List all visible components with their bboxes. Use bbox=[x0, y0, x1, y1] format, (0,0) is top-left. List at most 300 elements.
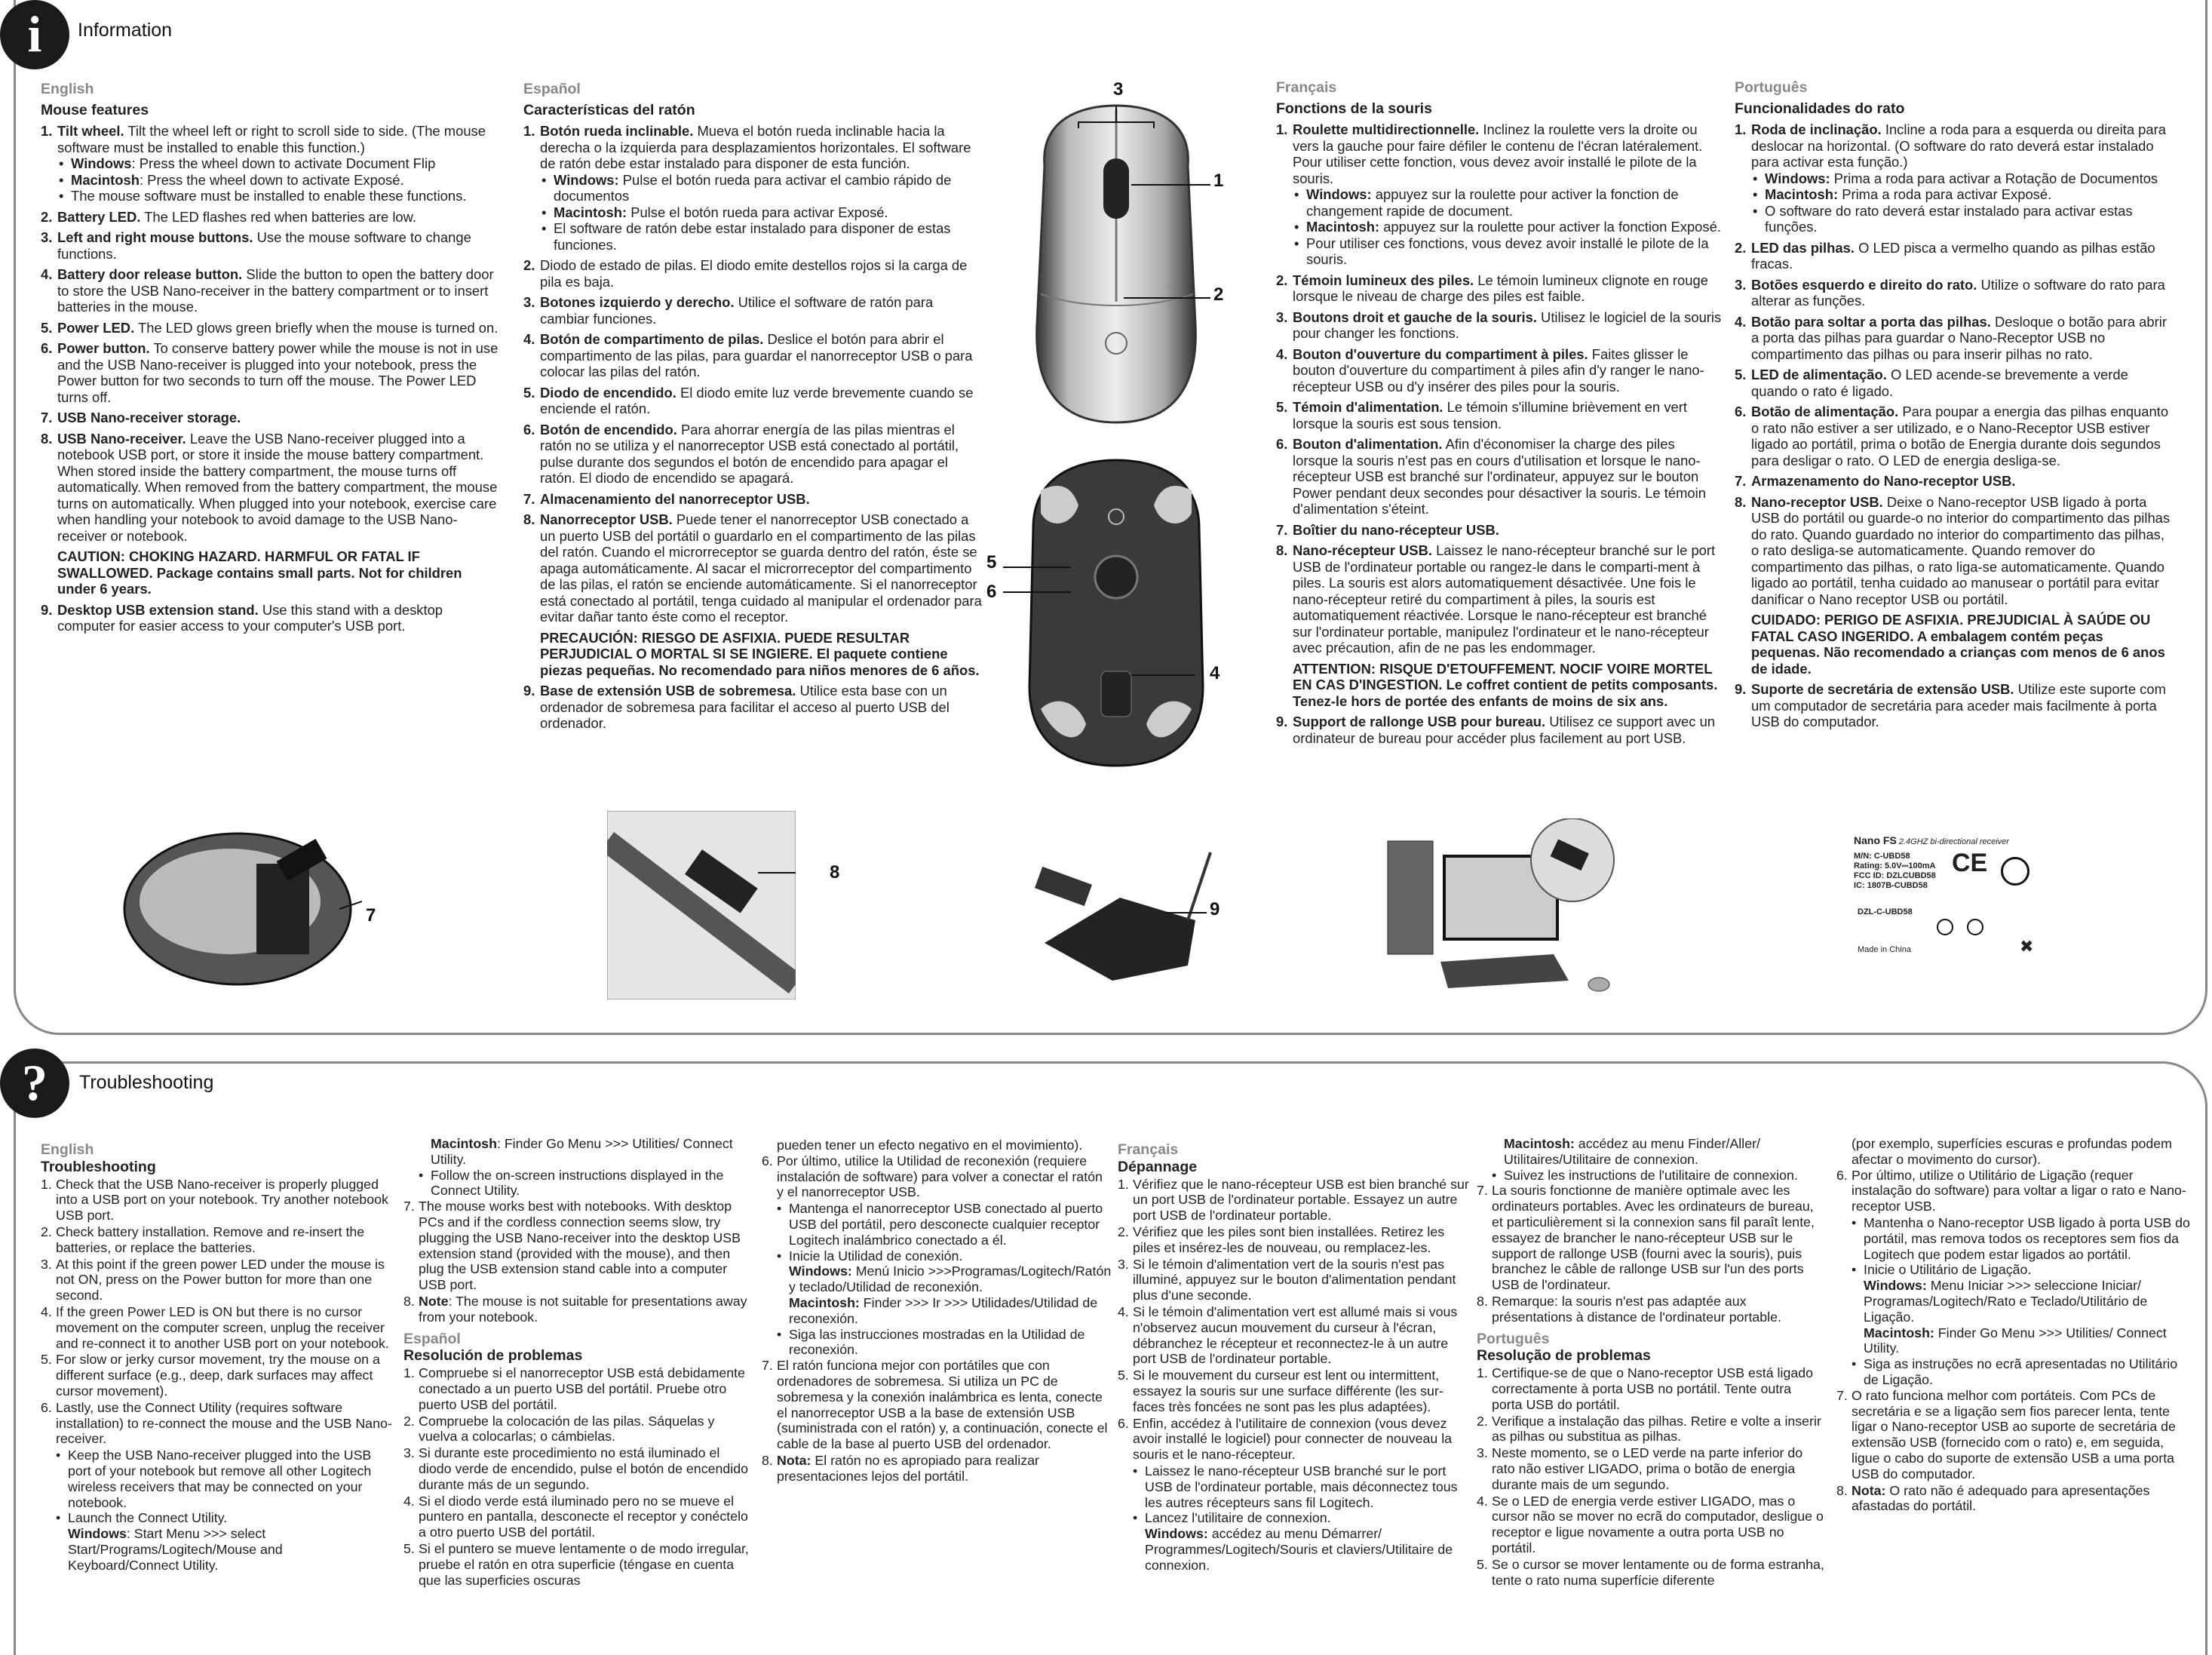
item-title: LED das pilhas. bbox=[1751, 239, 1855, 256]
troubleshooting-step bbox=[762, 1201, 1112, 1248]
item-number: 4. bbox=[41, 266, 53, 282]
step-text: For slow or jerky cursor movement, try the mouse on a different surface (e.g., deep, dark surfaces may affect cursor movement). bbox=[56, 1352, 380, 1399]
step-text: Si le témoin d'alimentation vert est allumé mais si vous n'observez aucun mouvement du curseur à l'écran, débranchez le récepteur et reconnectez-le à un autre port USB de l'ordinateur portable. bbox=[1133, 1303, 1458, 1367]
sub-item bbox=[1293, 186, 1724, 219]
step-text: Vérifiez que les piles sont bien installées. Retirez les piles et insérez-les de nouveau, ou remplacez-les. bbox=[1133, 1224, 1445, 1255]
item-number: 2. bbox=[523, 257, 535, 273]
feature-item bbox=[523, 422, 983, 487]
item-number: 7. bbox=[1276, 521, 1288, 538]
item-number: 8. bbox=[41, 430, 53, 447]
sub-item bbox=[1751, 203, 2172, 235]
step-text: Lastly, use the Connect Utility (requires software installation) to re-connect the mouse and the USB Nano-receiver. bbox=[56, 1399, 392, 1447]
step-number: 1. bbox=[1477, 1365, 1488, 1381]
step-text: Se o cursor se mover lentamente ou de forma estranha, tente o rato numa superfície diferente bbox=[1492, 1556, 1824, 1588]
item-title: Power LED. bbox=[57, 319, 135, 336]
step-text: Mantenga el nanorreceptor USB conectado al puerto USB del portátil, pero desconecte cualquier receptor Logitech inalámbrico conectado a él. bbox=[789, 1201, 1103, 1248]
step-label: Macintosh: bbox=[1504, 1136, 1575, 1151]
feature-item bbox=[41, 602, 499, 634]
troubleshooting-step bbox=[1118, 1177, 1471, 1224]
sub-item-title: Windows bbox=[71, 155, 132, 171]
sub-item-title: Macintosh bbox=[71, 171, 140, 188]
sub-item-text: El software de ratón debe estar instalado para disponer de estas funciones. bbox=[554, 220, 951, 253]
feature-item bbox=[1735, 367, 2172, 399]
item-text: Utilisez ce support avec un ordinateur de bureau pour accéder plus facilement au port USB. bbox=[1293, 714, 1716, 746]
step-number: 8. bbox=[762, 1452, 773, 1468]
item-text: Le témoin s'illumine brièvement en vert lorsque la souris est sous tension. bbox=[1293, 399, 1687, 431]
step-text: La souris fonctionne de manière optimale avec les ordinateurs portables. Avec les ordinateurs de bureau, et particulièrement si la connexion sans fil paraît lente, essayez de brancher le nano-récepteur USB sur le support de rallonge USB (fourni avec la souris), puis branchez le câble de rallonge USB sur l'un des ports USB de l'ordinateur. bbox=[1492, 1183, 1815, 1293]
feature-item bbox=[523, 294, 983, 327]
item-number: 4. bbox=[523, 331, 535, 347]
item-text: Deixe o Nano-receptor USB ligado à porta USB do portátil ou guarde-o no interior do compartimento das pilhas do rato. Quando guardado no interior do compartimento das pilhas, o rato desliga-se automaticamente. Quando remover do compartimento das pilhas, o rato liga-se automaticamente. Quando ligado ao portátil, tenha cuidado ao manusear o portátil para evitar danificar o Nano receptor USB ou portátil. bbox=[1751, 493, 2171, 607]
section-heading: Funcionalidades do rato bbox=[1735, 100, 1905, 117]
feature-item bbox=[1735, 277, 2172, 309]
feature-item bbox=[523, 385, 983, 417]
step-text: : The mouse is not suitable for presentations away from your notebook. bbox=[419, 1293, 747, 1325]
feature-item bbox=[1276, 542, 1724, 656]
troubleshooting-step bbox=[1836, 1325, 2191, 1357]
item-text: Diodo de estado de pilas. El diodo emite destellos rojos si la carga de pila es baja. bbox=[540, 257, 968, 290]
feature-item bbox=[41, 340, 499, 405]
item-title: Nanorreceptor USB. bbox=[540, 511, 673, 527]
compliance-mark-icon bbox=[1967, 919, 1983, 935]
step-number: 6. bbox=[1836, 1167, 1848, 1183]
ts-english-col1 bbox=[41, 1136, 395, 1574]
item-number: 6. bbox=[41, 340, 53, 356]
item-number: 8. bbox=[1276, 542, 1288, 558]
item-text: To conserve battery power while the mouse is not in use and the USB Nano-receiver is plugged into your notebook, press the Power button for two seconds to turn off the mouse. The Power LED turns off. bbox=[57, 340, 499, 405]
troubleshooting-step bbox=[1836, 1278, 2191, 1325]
item-number: 3. bbox=[1276, 309, 1288, 325]
step-text: accédez au menu Démarrer/ Programmes/Logitech/Souris et claviers/Utilitaire de connexion. bbox=[1145, 1526, 1453, 1573]
step-text: Laissez le nano-récepteur USB branché sur le port USB de l'ordinateur portable, mais déconnectez tous les autres récepteurs sans fil Logitech. bbox=[1145, 1463, 1458, 1510]
item-title: Base de extensión USB de sobremesa. bbox=[540, 683, 796, 699]
step-number: 1. bbox=[41, 1176, 52, 1192]
step-text: Si el puntero se mueve lentamente o de modo irregular, pruebe el ratón en otra superficie (téngase en cuenta que las superficies oscuras bbox=[419, 1540, 749, 1588]
step-number: 6. bbox=[41, 1399, 52, 1415]
fcc-id: FCC ID: DZLCUBD58 bbox=[1854, 871, 1936, 880]
step-label: Macintosh bbox=[431, 1136, 497, 1151]
troubleshooting-step bbox=[1477, 1445, 1825, 1492]
step-number: 5. bbox=[1118, 1368, 1129, 1383]
step-label: Windows: bbox=[1864, 1278, 1927, 1294]
item-text: Leave the USB Nano-receiver plugged into a notebook USB port, or store it inside the mouse battery compartment. When stored inside the battery compartment, the mouse turns off automatically. When removed from the battery compartment, the mouse turns on automatically. When plugged into your notebook, exercise care when handling your notebook to avoid damage to the USB Nano-receiver or notebook. bbox=[57, 430, 498, 544]
battery-door-button bbox=[1101, 671, 1131, 717]
item-title: Botones izquierdo y derecho. bbox=[540, 294, 735, 310]
item-text: Para ahorrar energía de las pilas mientras el ratón no se utiliza y el nanorreceptor USB está conectado al portátil, pulse durante dos segundos el botón de encendido para apagar el ratón. El diodo de encendido se apagará. bbox=[540, 421, 959, 486]
caution-text: CUIDADO: PERIGO DE ASFIXIA. PREJUDICIAL À SAÚDE OU FATAL CASO INGERIDO. A embalagem contém peças pequenas. Não recomendado a crianças com menos de 6 anos de idade. bbox=[1751, 612, 2165, 677]
step-text: The mouse works best with notebooks. With desktop PCs and if the cordless connection seems slow, try plugging the USB Nano-receiver into the desktop USB extension stand (provided with the mouse), and then plug the USB extension stand cable into a computer USB port. bbox=[419, 1199, 741, 1293]
item-title: Battery LED. bbox=[57, 208, 141, 225]
feature-item bbox=[41, 123, 499, 204]
step-text: Certifique-se de que o Nano-receptor USB está ligado correctamente à porta USB no portátil. Tente outra porta USB do portátil. bbox=[1492, 1365, 1814, 1412]
step-text: : Finder Go Menu >>> Utilities/ Connect Utility. bbox=[431, 1136, 733, 1167]
step-number: 7. bbox=[403, 1199, 415, 1214]
troubleshooting-step bbox=[1118, 1416, 1471, 1463]
step-label: Macintosh: bbox=[1864, 1325, 1934, 1340]
sub-item-title: Macintosh: bbox=[554, 204, 627, 220]
troubleshooting-step bbox=[41, 1352, 395, 1399]
language-heading: Español bbox=[403, 1330, 461, 1347]
item-number: 7. bbox=[41, 410, 53, 425]
step-number: 3. bbox=[403, 1445, 415, 1461]
item-text: Le témoin lumineux clignote en rouge lorsque le niveau de charge des piles est faible. bbox=[1293, 272, 1708, 304]
item-text: Utilize este suporte com um computador de secretária para aceder mais facilmente à porta USB do computador. bbox=[1751, 681, 2166, 729]
step-number: 5. bbox=[41, 1352, 52, 1368]
step-text: Por último, utilice la Utilidad de reconexión (requiere instalación de software) para volver a conectar el ratón y el nanorreceptor USB. bbox=[777, 1153, 1103, 1200]
callout-7: 7 bbox=[366, 905, 376, 926]
compliance-mark-icon bbox=[1937, 919, 1953, 935]
troubleshooting-step bbox=[762, 1153, 1112, 1200]
troubleshooting-step bbox=[1477, 1168, 1825, 1184]
step-text: Keep the USB Nano-receiver plugged into the USB port of your notebook but remove all other Logitech wireless receivers that may be connected on your notebook. bbox=[68, 1448, 372, 1510]
item-number: 2. bbox=[1735, 239, 1747, 256]
troubleshooting-step bbox=[1118, 1257, 1471, 1303]
sub-item-title: Windows: bbox=[554, 171, 619, 188]
step-number: 5. bbox=[403, 1540, 415, 1556]
item-number: 5. bbox=[1735, 367, 1747, 382]
item-title: Nano-récepteur USB. bbox=[1293, 542, 1432, 558]
step-label: Note bbox=[419, 1293, 449, 1309]
item-title: Boutons droit et gauche de la souris. bbox=[1293, 309, 1537, 325]
troubleshooting-step bbox=[41, 1400, 395, 1447]
sub-item bbox=[1751, 170, 2172, 187]
step-text: Lancez l'utilitaire de connexion. bbox=[1145, 1510, 1331, 1526]
troubleshooting-step bbox=[762, 1358, 1112, 1452]
step-number: 7. bbox=[1477, 1183, 1488, 1199]
callout-3: 3 bbox=[1113, 79, 1124, 100]
step-text: Check that the USB Nano-receiver is properly plugged into a USB port on your notebook. Try another notebook USB port. bbox=[56, 1176, 388, 1224]
step-number: 5. bbox=[1477, 1556, 1488, 1572]
item-number: 8. bbox=[1735, 493, 1747, 510]
item-title: USB Nano-receiver storage. bbox=[57, 410, 241, 425]
item-text: O LED acende-se brevemente a verde quando o rato é ligado. bbox=[1751, 367, 2128, 399]
item-title: Témoin d'alimentation. bbox=[1293, 399, 1443, 415]
step-label: Nota: bbox=[777, 1452, 811, 1468]
troubleshooting-step bbox=[1836, 1136, 2191, 1168]
ts-francais-col2 bbox=[1477, 1136, 1825, 1589]
item-number: 9. bbox=[1276, 714, 1288, 729]
step-text: Inicie o Utilitário de Ligação. bbox=[1864, 1262, 2032, 1278]
item-number: 3. bbox=[523, 294, 535, 310]
item-number: 7. bbox=[523, 490, 535, 507]
step-text: Si durante este procedimiento no está iluminado el diodo verde de encendido, pulse el botón de encendido durante más de un segundo. bbox=[419, 1445, 748, 1492]
caution-text: PRECAUCIÓN: RIESGO DE ASFIXIA. PUEDE RESULTAR PERJUDICIAL O MORTAL SI SE INGIERE. El paquete contiene piezas pequeñas. No recomendado para niños menores de 6 años. bbox=[540, 629, 980, 678]
item-number: 8. bbox=[523, 511, 535, 527]
callout-1: 1 bbox=[1213, 170, 1224, 191]
feature-item bbox=[1735, 473, 2172, 490]
feature-item bbox=[1276, 436, 1724, 517]
step-text: Se o LED de energia verde estiver LIGADO, mas o cursor não se mover no ecrã do computador, desligue o receptor e ligue novamente a outra porta USB no portátil. bbox=[1492, 1493, 1824, 1555]
troubleshooting-step bbox=[1836, 1215, 2191, 1262]
step-text: El ratón no es apropiado para realizar presentaciones lejos del portátil. bbox=[777, 1452, 1039, 1484]
ts-francais-col1 bbox=[1118, 1136, 1471, 1574]
troubleshooting-step bbox=[41, 1257, 395, 1303]
step-text: Enfin, accédez à l'utilitaire de connexion (vous devez avoir installé le logiciel) pour connecter de nouveau la souris et le nano-récepteur. bbox=[1133, 1415, 1453, 1463]
step-text: Si le témoin d'alimentation vert de la souris n'est pas illuminé, appuyez sur le bouton d'alimentation pendant plus d'une seconde. bbox=[1133, 1256, 1456, 1303]
troubleshooting-step bbox=[403, 1414, 750, 1445]
rating: Rating: 5.0V⎓100mA bbox=[1854, 861, 1936, 870]
mouse-top-view-figure bbox=[980, 75, 1267, 430]
feature-item bbox=[1735, 314, 2172, 363]
feature-item bbox=[41, 431, 499, 545]
item-title: Botón de encendido. bbox=[540, 421, 677, 438]
item-text: Slide the button to open the battery door to store the USB Nano-receiver in the battery compartment or to insert batteries in the mouse. bbox=[57, 266, 494, 315]
feature-item bbox=[1735, 494, 2172, 608]
troubleshooting-step bbox=[1477, 1414, 1825, 1445]
step-number: 2. bbox=[403, 1413, 415, 1429]
step-text: Compruebe la colocación de las pilas. Sáquelas y vuelva a colocarlas; o cámbielas. bbox=[419, 1413, 715, 1445]
troubleshooting-step bbox=[41, 1448, 395, 1510]
sub-item bbox=[540, 220, 983, 253]
callout-9: 9 bbox=[1210, 899, 1220, 920]
product-name: Nano FS bbox=[1854, 834, 1897, 846]
item-number: 1. bbox=[523, 123, 535, 139]
mouse-bottom-view-figure bbox=[996, 445, 1267, 777]
troubleshooting-step bbox=[1477, 1294, 1825, 1325]
sub-item bbox=[540, 204, 983, 221]
step-number: 8. bbox=[1477, 1293, 1488, 1309]
troubleshooting-step bbox=[1836, 1388, 2191, 1482]
section-heading: Fonctions de la souris bbox=[1276, 100, 1432, 117]
troubleshooting-step bbox=[762, 1453, 1112, 1485]
step-number: 2. bbox=[1118, 1224, 1129, 1239]
step-number: 1. bbox=[403, 1365, 415, 1381]
feature-item bbox=[41, 410, 499, 426]
model-number: M/N: C-UBD58 bbox=[1854, 852, 1910, 861]
step-text: Siga as instruções no ecrã apresentadas no Utilitário de Ligação. bbox=[1864, 1356, 2178, 1387]
feature-item bbox=[1276, 522, 1724, 539]
step-text: O rato não é adequado para apresentações afastadas do portátil. bbox=[1852, 1482, 2150, 1514]
sub-item-text: O software do rato deverá estar instalado para activar estas funções. bbox=[1765, 202, 2133, 235]
sub-item bbox=[1293, 235, 1724, 268]
item-title: Power button. bbox=[57, 340, 150, 356]
item-number: 6. bbox=[523, 421, 535, 438]
item-text: El diodo emite luz verde brevemente cuando se enciende el ratón. bbox=[540, 384, 974, 416]
step-label: Windows: bbox=[1145, 1526, 1208, 1542]
troubleshooting-step bbox=[41, 1224, 395, 1256]
item-title: Témoin lumineux des piles. bbox=[1293, 272, 1474, 288]
callout-2: 2 bbox=[1213, 284, 1224, 305]
item-text: Use the mouse software to change functions. bbox=[57, 229, 471, 262]
step-text: O rato funciona melhor com portáteis. Com PCs de secretária e se a ligação sem fios parecer lenta, tente ligar o Nano-receptor USB ao suporte de secretária de extensão USB (fornecido com o rato) e, em seguida, ligue o cabo do suporte de extensão USB a uma porta USB do computador. bbox=[1852, 1387, 2176, 1482]
item-number: 1. bbox=[1735, 121, 1747, 137]
item-text: Puede tener el nanorreceptor USB conectado a un puerto USB del portátil o guardarlo en el compartimento de las pilas del ratón. Cuando el microrreceptor se guarda dentro del ratón, éste se apaga automáticamente. Al sacar el microrreceptor del compartimento de las pilas, el ratón se enciende automáticamente. Si el nanorreceptor está conectado al portátil, tenga cuidado al manipular el ordenador para evitar dañar tanto éste como el receptor. bbox=[540, 511, 982, 625]
item-title: Bouton d'alimentation. bbox=[1293, 436, 1443, 452]
sub-item-text: Pulse el botón rueda para activar el cambio rápido de documentos bbox=[554, 171, 952, 204]
information-title: Information bbox=[78, 20, 173, 41]
language-heading: Español bbox=[523, 81, 581, 97]
step-number: 2. bbox=[1477, 1413, 1488, 1429]
info-icon: i bbox=[0, 0, 69, 69]
step-text: Siga las instrucciones mostradas en la Utilidad de reconexión. bbox=[789, 1326, 1085, 1358]
item-number: 1. bbox=[1276, 121, 1288, 137]
item-title: Armazenamento do Nano-receptor USB. bbox=[1751, 473, 2016, 489]
troubleshooting-step bbox=[1836, 1356, 2191, 1388]
step-number: 6. bbox=[1118, 1415, 1129, 1431]
item-text: Mueva el botón rueda inclinable hacia la derecha o la izquierda para desplazamientos horizontales. El software de ratón debe estar instalado para disponer de esta función. bbox=[540, 123, 971, 171]
step-text: Follow the on-screen instructions displayed in the Connect Utility. bbox=[431, 1167, 724, 1199]
item-title: Botón rueda inclinable. bbox=[540, 123, 694, 139]
sub-item bbox=[57, 172, 499, 189]
step-text: (por exemplo, superfícies escuras e profundas podem afectar o movimento do cursor). bbox=[1852, 1136, 2172, 1167]
language-heading: English bbox=[41, 81, 94, 97]
feature-item bbox=[41, 229, 499, 262]
ic-number: IC: 1807B-CUBD58 bbox=[1854, 881, 1928, 890]
step-number: 8. bbox=[1836, 1482, 1848, 1498]
item-text: Incline a roda para a esquerda ou direita para deslocar na horizontal. (O software do rato deverá estar instalado para activar esta função.) bbox=[1751, 121, 2166, 170]
step-number: 4. bbox=[403, 1493, 415, 1509]
item-text: Deslice el botón para abrir el compartimento de las pilas, para guardar el nanorreceptor USB o para colocar las pilas del ratón. bbox=[540, 331, 973, 379]
item-text: Utilize o software do rato para alterar as funções. bbox=[1751, 276, 2165, 309]
item-number: 4. bbox=[1735, 313, 1747, 330]
step-number: 3. bbox=[1477, 1445, 1488, 1461]
item-number: 3. bbox=[1735, 276, 1747, 293]
step-number: 1. bbox=[1118, 1176, 1129, 1192]
troubleshooting-step bbox=[41, 1177, 395, 1224]
callout-4: 4 bbox=[1210, 663, 1220, 683]
troubleshooting-step bbox=[1118, 1368, 1471, 1414]
item-text: Use this stand with a desktop computer for easier access to your computer's USB port. bbox=[57, 601, 443, 634]
feature-item bbox=[1276, 272, 1724, 305]
optical-sensor bbox=[1095, 556, 1137, 598]
item-title: Left and right mouse buttons. bbox=[57, 229, 253, 245]
sub-item-text: Prima a roda para activar a Rotação de Documentos bbox=[1830, 170, 2158, 186]
ts-portugues-col2 bbox=[1836, 1136, 2191, 1515]
feature-item bbox=[1735, 404, 2172, 468]
item-title: Battery door release button. bbox=[57, 266, 243, 282]
help-icon: ? bbox=[0, 1049, 69, 1118]
troubleshooting-step bbox=[41, 1526, 395, 1573]
troubleshooting-step bbox=[762, 1248, 1112, 1264]
sub-item-title: Windows: bbox=[1765, 170, 1830, 186]
features-espanol bbox=[523, 81, 983, 736]
item-number: 4. bbox=[1276, 345, 1288, 362]
feature-item bbox=[523, 683, 983, 732]
step-number: 7. bbox=[1836, 1387, 1848, 1403]
step-text: Si le mouvement du curseur est lent ou intermittent, essayez la souris sur une surface différente (les sur-faces très foncées ne sont pas les plus adaptées). bbox=[1133, 1368, 1443, 1414]
ul-mark-icon bbox=[2001, 857, 2029, 886]
item-title: Support de rallonge USB pour bureau. bbox=[1293, 714, 1546, 729]
item-title: Suporte de secretária de extensão USB. bbox=[1751, 681, 2014, 697]
ts-english-col2 bbox=[403, 1136, 750, 1589]
step-text: Compruebe si el nanorreceptor USB está debidamente conectado a un puerto USB del portátil. Pruebe otro puerto USB del portátil. bbox=[419, 1365, 745, 1412]
troubleshooting-step bbox=[403, 1445, 750, 1492]
troubleshooting-step bbox=[41, 1510, 395, 1526]
item-title: Roda de inclinação. bbox=[1751, 121, 1882, 137]
troubleshooting-step bbox=[1118, 1510, 1471, 1526]
step-number: 4. bbox=[1118, 1303, 1129, 1319]
item-title: Almacenamiento del nanorreceptor USB. bbox=[540, 490, 810, 507]
feature-item bbox=[1276, 399, 1724, 431]
item-title: USB Nano-receiver. bbox=[57, 430, 186, 447]
step-text: pueden tener un efecto negativo en el movimiento). bbox=[777, 1138, 1083, 1153]
step-text: At this point if the green power LED under the mouse is not ON, press on the Power button for more than one second. bbox=[56, 1256, 385, 1303]
item-text: Faites glisser le bouton d'ouverture du compartiment à piles afin d'y ranger le nano-récepteur USB ou d'y insérer des piles pour la souris. bbox=[1293, 345, 1704, 395]
item-title: Roulette multidirectionnelle. bbox=[1293, 121, 1480, 137]
step-number: 6. bbox=[762, 1153, 773, 1168]
feature-item bbox=[1735, 240, 2172, 272]
step-text: Launch the Connect Utility. bbox=[68, 1510, 228, 1526]
sub-item-title: Windows: bbox=[1306, 186, 1372, 202]
item-title: Botão de alimentação. bbox=[1751, 404, 1899, 419]
feature-item bbox=[1276, 714, 1724, 746]
step-text: Mantenha o Nano-receptor USB ligado à porta USB do portátil, mas remova todos os receptores sem fios da Logitech que podem estar ligados ao portátil. bbox=[1864, 1214, 2190, 1262]
caution-text: CAUTION: CHOKING HAZARD. HARMFUL OR FATAL IF SWALLOWED. Package contains small parts. Not for children under 6 years. bbox=[57, 548, 462, 597]
step-label: Windows bbox=[68, 1526, 127, 1542]
troubleshooting-step bbox=[1836, 1262, 2191, 1278]
troubleshooting-step bbox=[762, 1138, 1112, 1153]
regulatory-label bbox=[1854, 836, 2080, 956]
step-number: 3. bbox=[1118, 1256, 1129, 1272]
step-text: Remarque: la souris n'est pas adaptée aux présentations à distance de l'ordinateur portable. bbox=[1492, 1293, 1781, 1325]
troubleshooting-step bbox=[403, 1541, 750, 1588]
item-number: 6. bbox=[1276, 436, 1288, 452]
step-text: Suivez les instructions de l'utilitaire de connexion. bbox=[1504, 1167, 1798, 1183]
weee-bin-icon: ✖ bbox=[2020, 937, 2034, 956]
item-text: Inclinez la roulette vers la droite ou vers la gauche pour faire défiler le contenu de l'écran latéralement. Pour utiliser cette fonction, vous devez avoir installé le pilote de la souris. bbox=[1293, 121, 1703, 186]
item-text: The LED glows green briefly when the mouse is turned on. bbox=[134, 319, 499, 336]
feature-item bbox=[523, 491, 983, 508]
troubleshooting-step bbox=[403, 1136, 750, 1168]
sub-item-text: Prima a roda para activar Exposé. bbox=[1838, 186, 2052, 202]
item-number: 5. bbox=[523, 384, 535, 401]
extension-stand-figure bbox=[1007, 837, 1218, 988]
step-text: : Start Menu >>> select Start/Programs/Logitech/Mouse and Keyboard/Connect Utility. bbox=[68, 1526, 283, 1573]
step-text: Vérifiez que le nano-récepteur USB est bien branché sur un port USB de l'ordinateur portable. Essayez un autre port USB de l'ordinateur portable. bbox=[1133, 1176, 1469, 1224]
step-label: Macintosh: bbox=[789, 1294, 860, 1310]
step-number: 7. bbox=[762, 1358, 773, 1374]
step-number: 4. bbox=[1477, 1493, 1488, 1509]
callout-8: 8 bbox=[830, 862, 840, 883]
sub-item-text: The mouse software must be installed to enable these functions. bbox=[71, 188, 467, 204]
sub-item-title: Macintosh: bbox=[1306, 219, 1380, 235]
sub-item bbox=[57, 155, 499, 172]
step-text: El ratón funciona mejor con portátiles que con ordenadores de sobremesa. Si utiliza un PC de sobremesa y la conexión inalámbrica es lenta, conecte el nanorreceptor USB a la base de extensión USB (suministrada con el ratón) y, a continuación, conecte el cable de la base al puerto USB del ordenador. bbox=[777, 1358, 1108, 1452]
sub-item bbox=[57, 188, 499, 204]
item-number: 9. bbox=[523, 683, 535, 699]
product-subtitle: 2.4GHZ bi-directional receiver bbox=[1898, 837, 2009, 846]
item-title: Botón de compartimento de pilas. bbox=[540, 331, 764, 347]
item-text: Para poupar a energia das pilhas enquanto o rato não estiver a ser utilizado, e o Nano-Receptor USB estiver ligado ao portátil, prima o botão de Energia durante dois segundos para desligar o rato. O LED de energia desliga-se. bbox=[1751, 404, 2169, 468]
ts-espanol-col2 bbox=[762, 1138, 1112, 1485]
item-title: Desktop USB extension stand. bbox=[57, 601, 259, 618]
step-text: accédez au menu Finder/Aller/ Utilitaires/Utilitaire de connexion. bbox=[1504, 1136, 1760, 1167]
approval-mark: DZL-C-UBD58 bbox=[1858, 907, 1913, 917]
troubleshooting-step bbox=[1118, 1463, 1471, 1510]
item-text: Laissez le nano-récepteur branché sur le port USB de l'ordinateur portable ou rangez-le dans le comparti-ment à piles. La souris est alors automatiquement désactivée. Une fois le nano-récepteur retiré du compartiment à piles, la souris est automatiquement réactivée. Lorsque le nano-récepteur est branché sur l'ordinateur portable, manipulez l'ordinateur et le nano-récepteur avec précaution, afin de ne pas les endommager. bbox=[1293, 542, 1716, 656]
section-heading: Resolución de problemas bbox=[403, 1347, 583, 1365]
feature-item bbox=[523, 123, 983, 253]
troubleshooting-step bbox=[403, 1199, 750, 1293]
section-heading: Dépannage bbox=[1118, 1158, 1198, 1175]
troubleshooting-step bbox=[1118, 1224, 1471, 1256]
troubleshooting-title: Troubleshooting bbox=[79, 1072, 214, 1093]
item-number: 1. bbox=[41, 123, 53, 139]
step-text: Inicie la Utilidad de conexión. bbox=[789, 1248, 963, 1264]
step-text: Finder Go Menu >>> Utilities/ Connect Utility. bbox=[1864, 1325, 2167, 1356]
tilt-wheel bbox=[1103, 158, 1129, 219]
feature-item bbox=[1276, 346, 1724, 395]
item-number: 9. bbox=[41, 601, 53, 618]
item-title: Botão para soltar a porta das pilhas. bbox=[1751, 313, 1991, 330]
troubleshooting-step bbox=[1477, 1136, 1825, 1168]
step-text: Finder >>> Ir >>> Utilidades/Utilidad de reconexión. bbox=[789, 1294, 1098, 1326]
section-heading: Mouse features bbox=[41, 101, 149, 118]
sub-item-text: : Press the wheel down to activate Document Flip bbox=[131, 155, 436, 171]
troubleshooting-step bbox=[403, 1168, 750, 1199]
item-title: Boîtier du nano-récepteur USB. bbox=[1293, 521, 1499, 538]
features-francais bbox=[1276, 80, 1724, 751]
